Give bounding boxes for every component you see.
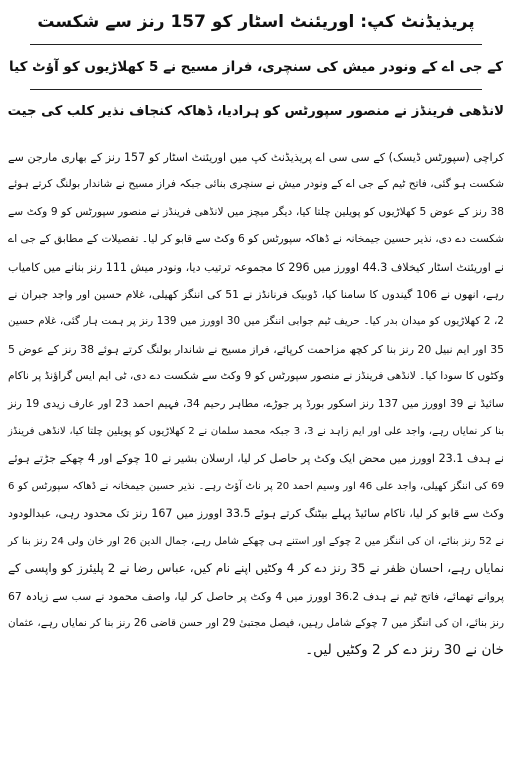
- headline-1: پریذیڈنٹ کپ: اوریئنٹ اسٹار کو 157 رنز سے شکست: [37, 12, 475, 32]
- body-line: وکٹ سے قابو کر لیا، ناکام سائیڈ پہلے بیٹنگ کرتے ہوئے 33.5 اوورز میں 167 رنز تک محدود رہی، عبدالودود: [8, 507, 504, 521]
- body-line: رنز بنائے، ان کی اننگز میں 7 چوکے شامل رہیں، فیصل مجتبیٰ 29 اور حسن قاضی 26 رنز بنا کر نمایاں رہے، عثمان: [8, 616, 504, 629]
- body-line: بنا کر نمایاں رہے، واجد علی اور ایم زاہد نے 3، 3 جبکہ محمد سلمان نے 2 کھلاڑیوں کو پویلین چلتا کیا، لانڈھی فرینڈز: [8, 426, 505, 438]
- headline-3: لانڈھی فرینڈز نے منصور سپورٹس کو ہرادیا، ڈھاکہ کنجاف نذیر کلب کی جیت: [8, 104, 504, 119]
- article-body: [6, 144, 506, 665]
- headline-divider: [30, 44, 482, 45]
- body-line: نمایاں رہے، احسان ظفر نے 35 رنز دے کر 4 وکٹیں اپنے نام کیں، عباس رضا نے 2 پلیئرز کو واپسی کے: [8, 561, 505, 576]
- headline-divider: [30, 89, 482, 90]
- body-line: نے ہدف 23.1 اوورز میں محض ایک وکٹ پر حاصل کر لیا، ارسلان بشیر نے 10 چوکے اور 4 چھکے جڑتے ہوئے: [8, 452, 504, 466]
- body-line: پروانے تھمائے، فاتح ٹیم نے ہدف 36.2 اوورز میں 4 وکٹ پر حاصل کر لیا، واصف محمود نے سب سے زیادہ 67: [8, 589, 504, 603]
- body-line: کراچی (سپورٹس ڈیسک) کے سی سی اے پریذیڈنٹ کپ میں اوریئنٹ اسٹار کو 157 رنز کے بھاری مارجن سے: [8, 151, 504, 164]
- body-line: نے اوریئنٹ اسٹار کیخلاف 44.3 اوورز میں 296 کا مجموعہ ترتیب دیا، ونودر میش 111 رنز بنانے میں کامیاب: [8, 260, 504, 274]
- body-line: 35 اور ایم نبیل 20 رنز بنا کر کچھ مزاحمت کرپائے، فراز مسیح نے شاندار بولنگ کرتے ہوئے 38 رنز کے عوض 5: [8, 342, 504, 356]
- body-line: شکست ہو گئی، فاتح ٹیم کے جی اے کے ونودر میش نے سنچری بنائی جبکہ فراز مسیح نے شاندار بولنگ کرتے ہوئے: [8, 178, 504, 191]
- body-line: وکٹوں کا سودا کیا۔ لانڈھی فرینڈز نے منصور سپورٹس کو 9 وکٹ سے شکست دے دی، ٹی ایم ایس گراؤنڈ پر ناکام: [8, 370, 505, 383]
- body-line: خان نے 30 رنز دے کر 2 وکٹیں لیں۔: [305, 642, 504, 659]
- body-line: 38 رنز کے عوض 5 کھلاڑیوں کو پویلین چلتا کیا، دیگر میچز میں لانڈھی فرینڈز نے منصور سپورٹس کو 9 وکٹ سے: [8, 205, 504, 218]
- body-line: رہے، انھوں نے 106 گیندوں کا سامنا کیا، ڈوبیک فرنانڈز نے 51 کی اننگز کھیلی، غلام حسین اور واجد جبران نے: [8, 288, 504, 302]
- body-line: شکست دے دی، نذیر حسین جیمخانہ نے ڈھاکہ سپورٹس کو 6 وکٹ سے قابو کر لیا۔ تفصیلات کے مطابق کے جی اے: [8, 233, 504, 246]
- body-line: سائیڈ نے 39 اوورز میں 137 رنز اسکور بورڈ پر جوڑے، مطاہر رحیم 34، فہیم احمد 23 اور عارف زیدی 19 رنز: [8, 397, 505, 410]
- body-line: 69 کی اننگز کھیلی، واجد علی 46 اور وسیم احمد 20 پر ناٹ آؤٹ رہے۔ نذیر حسین جیمخانہ نے ڈھاکہ سپورٹس کو 6: [8, 480, 504, 492]
- headline-2: کے جی اے کے ونودر میش کی سنچری، فراز مسیح نے 5 کھلاڑیوں کو آؤٹ کیا: [9, 59, 503, 75]
- body-line: نے 52 رنز بنائے، ان کی اننگز میں 2 چوکے اور استنے ہی چھکے شامل رہے، جمال الدین 26 اور خان ولی 24 رنز بنا کر: [8, 535, 505, 547]
- body-line: 2، 2 کھلاڑیوں کو میدان بدر کیا۔ حریف ٹیم جوابی اننگز میں 30 اوورز میں 139 رنز پر ہمت ہار گئی، غلام حسین: [8, 315, 504, 328]
- headline-block: [8, 4, 504, 130]
